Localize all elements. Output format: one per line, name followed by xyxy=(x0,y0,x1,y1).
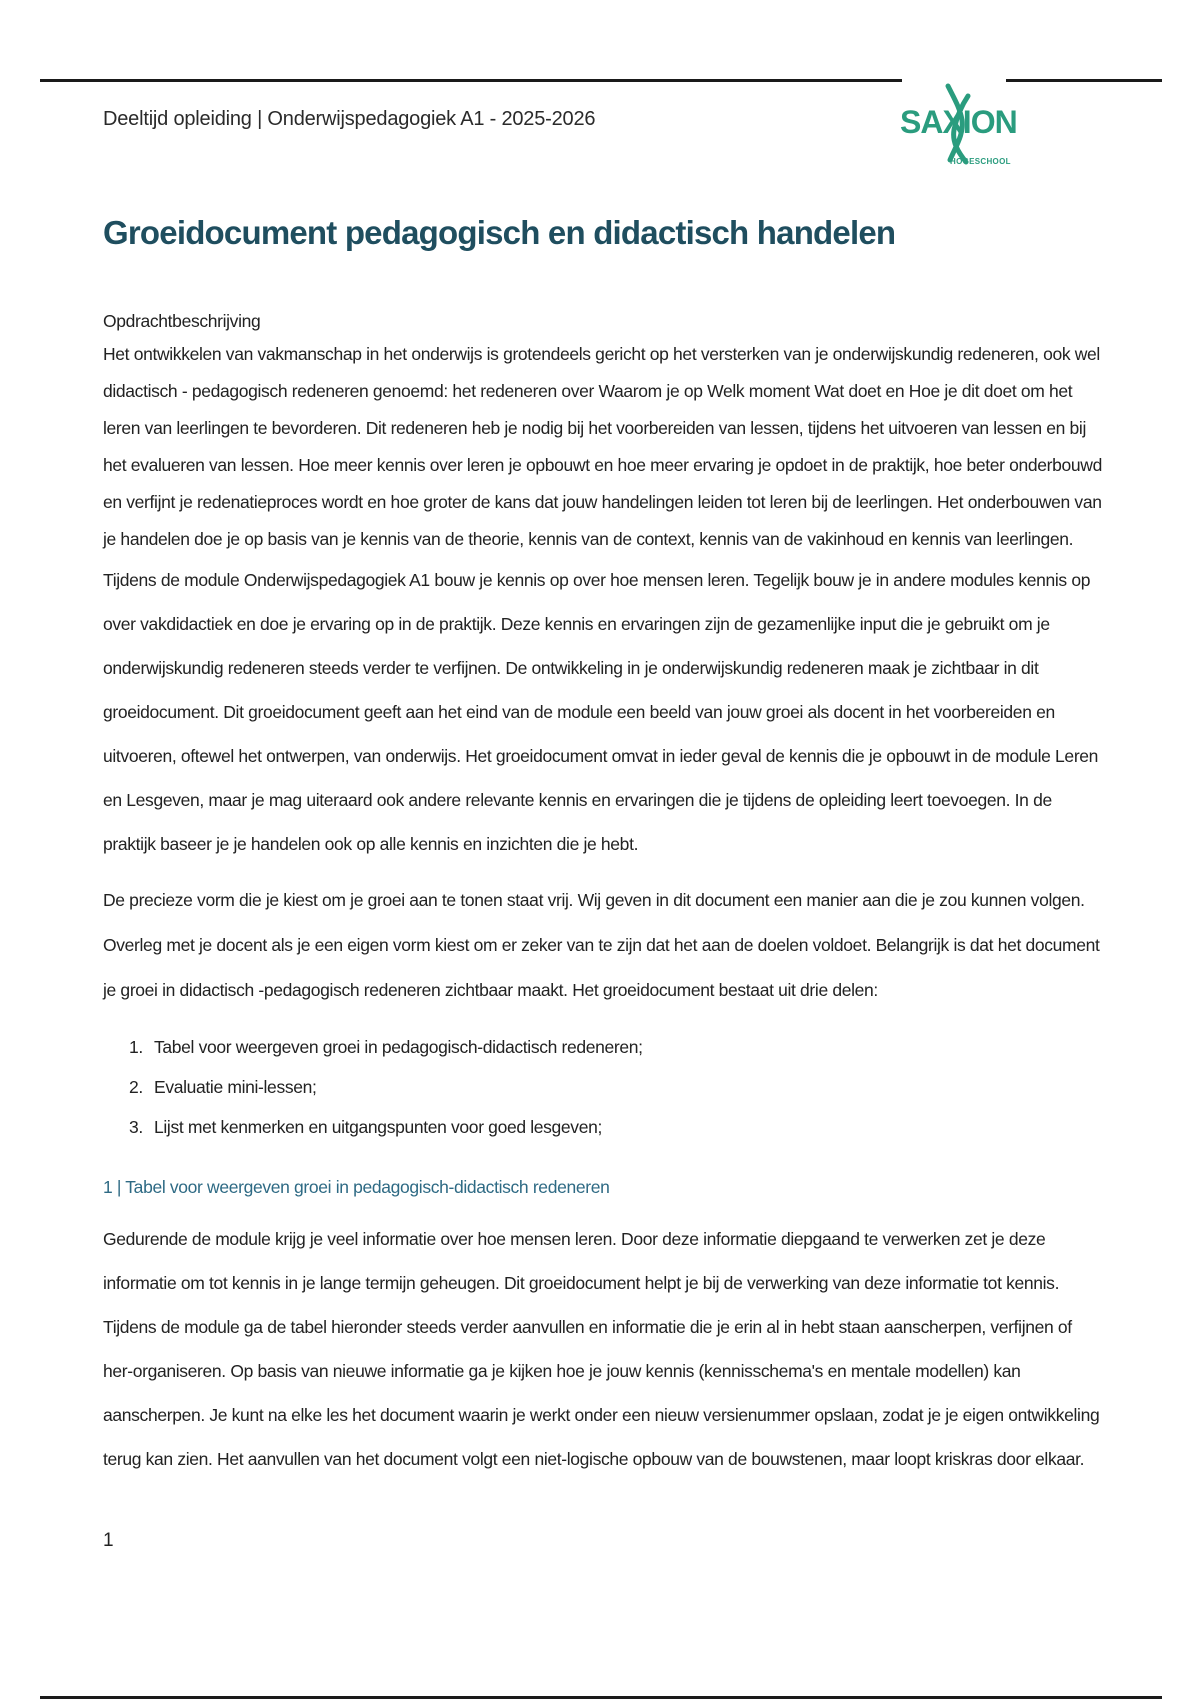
document-body xyxy=(103,306,1103,1481)
section-1-heading: 1 | Tabel voor weergeven groei in pedagogisch-didactisch redeneren xyxy=(103,1177,610,1197)
saxion-logo xyxy=(896,80,1017,172)
list-item xyxy=(129,1107,1103,1147)
paragraph-2: Tijdens de module Onderwijspedagogiek A1 bouw je kennis op over hoe mensen leren. Tegelijk bouw je in andere modules kennis op over vakdidactiek en doe je ervaring op in de praktijk. Deze kennis en ervaringen zijn de gezamenlijke input die je gebruikt om je onderwijskundig redeneren steeds verder te verfijnen. De ontwikkeling in je onderwijskundig redeneren maak je zichtbaar in dit groeidocument. Dit groeidocument geeft aan het eind van de module een beeld van jouw groei als docent in het voorbereiden en uitvoeren, oftewel het ontwerpen, van onderwijs. Het groeidocument omvat in ieder geval de kennis die je opbouwt in de module Leren en Lesgeven, maar je mag uiteraard ook andere relevante kennis en ervaringen die je tijdens de opleiding leert toevoegen. In de praktijk baseer je je handelen ook op alle kennis en inzichten die je hebt. xyxy=(103,570,1099,854)
header-rule-right xyxy=(1006,79,1162,82)
intro-label: Opdrachtbeschrijving xyxy=(103,311,261,331)
list-item-number: 2. xyxy=(129,1077,143,1097)
page-number: 1 xyxy=(103,1530,114,1551)
list-item-text: Tabel voor weergeven groei in pedagogisch-didactisch redeneren; xyxy=(154,1037,643,1057)
paragraph-3: De precieze vorm die je kiest om je groei aan te tonen staat vrij. Wij geven in dit document een manier aan die je zou kunnen volgen. Overleg met je docent als je een eigen vorm kiest om er zeker van te zijn dat het aan de doelen voldoet. Belangrijk is dat het document je groei in didactisch -pedagogisch redeneren zichtbaar maakt. Het groeidocument bestaat uit drie delen: xyxy=(103,890,1100,1000)
paragraph-4: Gedurende de module krijg je veel informatie over hoe mensen leren. Door deze informatie diepgaand te verwerken zet je deze informatie om tot kennis in je lange termijn geheugen. Dit groeidocument helpt je bij de verwerking van deze informatie tot kennis. Tijdens de module ga de tabel hieronder steeds verder aanvullen en informatie die je erin al in hebt staan aanscherpen, verfijnen of her-organiseren. Op basis van nieuwe informatie ga je kijken hoe je jouw kennis (kennisschema's en mentale modellen) kan aanscherpen. Je kunt na elke les het document waarin je werkt onder een nieuw versienummer opslaan, zodat je je eigen ontwikkeling terug kan zien. Het aanvullen van het document volgt een niet-logische opbouw van de bouwstenen, maar loopt kriskras door elkaar. xyxy=(103,1229,1100,1469)
logo-subtitle: HOGESCHOOL xyxy=(950,157,1011,166)
list-item-number: 3. xyxy=(129,1117,143,1137)
list-item xyxy=(129,1027,1103,1067)
footer-rule xyxy=(40,1696,1162,1699)
list-item-text: Lijst met kenmerken en uitgangspunten voor goed lesgeven; xyxy=(154,1117,602,1137)
list-item xyxy=(129,1067,1103,1107)
parts-list xyxy=(103,1027,1103,1147)
list-item-number: 1. xyxy=(129,1037,143,1057)
logo-wordmark: SAXION xyxy=(900,104,1017,140)
list-item-text: Evaluatie mini-lessen; xyxy=(154,1077,317,1097)
course-header: Deeltijd opleiding | Onderwijspedagogiek A1 - 2025-2026 xyxy=(103,108,596,130)
document-title: Groeidocument pedagogisch en didactisch handelen xyxy=(103,214,896,251)
header-rule-left xyxy=(40,79,902,82)
paragraph-1: Het ontwikkelen van vakmanschap in het onderwijs is grotendeels gericht op het versterken van je onderwijskundig redeneren, ook wel didactisch - pedagogisch redeneren genoemd: het redeneren over Waarom je op Welk moment Wat doet en Hoe je dit doet om het leren van leerlingen te bevorderen. Dit redeneren heb je nodig bij het voorbereiden van lessen, tijdens het uitvoeren van lessen en bij het evalueren van lessen. Hoe meer kennis over leren je opbouwt en hoe meer ervaring je opdoet in de praktijk, hoe beter onderbouwd en verfijnt je redenatieproces wordt en hoe groter de kans dat jouw handelingen leiden tot leren bij de leerlingen. Het onderbouwen van je handelen doe je op basis van je kennis van de theorie, kennis van de context, kennis van de vakinhoud en kennis van leerlingen. xyxy=(103,344,1102,549)
